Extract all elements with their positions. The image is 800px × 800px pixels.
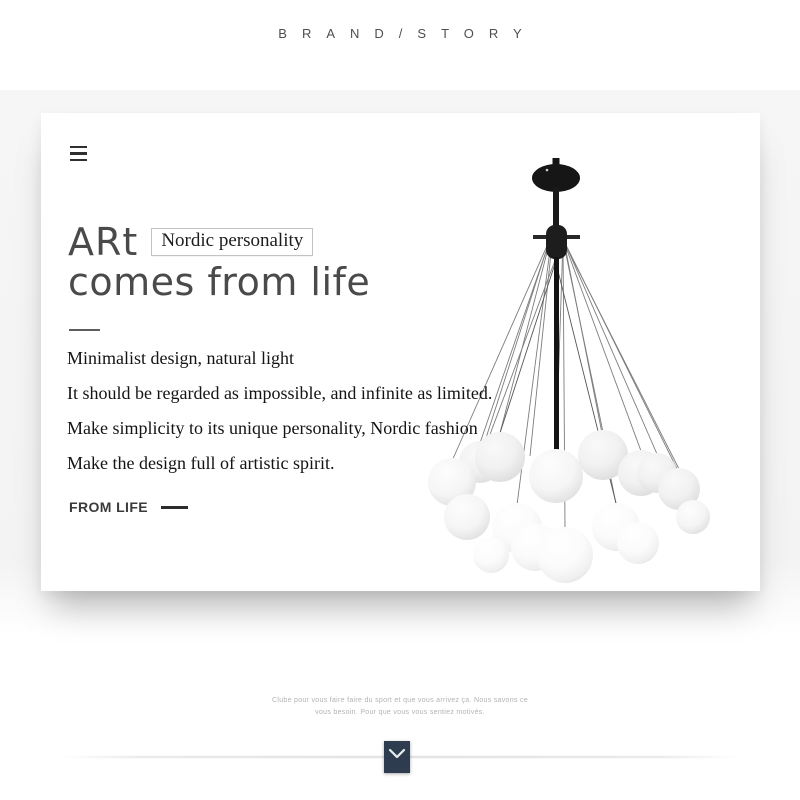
heading-comes-from-life: comes from life	[68, 260, 371, 304]
footer-caption-line1: Clube pour vous faire faire du sport et que vous arrivez ça. Nous savons ce	[272, 697, 528, 704]
hamburger-icon	[70, 159, 87, 161]
nordic-personality-badge: Nordic personality	[151, 228, 313, 256]
tagline-block	[67, 341, 492, 481]
tagline-line: Minimalist design, natural light	[67, 348, 294, 368]
footer-caption	[0, 695, 800, 719]
chandelier-stem	[554, 257, 559, 455]
hamburger-icon	[70, 152, 87, 154]
brand-story-heading: BRAND/STORY	[278, 26, 537, 41]
heading-underline	[69, 329, 100, 331]
menu-button[interactable]	[70, 146, 87, 161]
from-life-row	[69, 499, 188, 515]
footer-caption-line2: vous besoin. Pour que vous vous sentiez motivés.	[315, 709, 485, 716]
tagline-line: Make simplicity to its unique personality, Nordic fashion	[67, 418, 478, 438]
hamburger-icon	[70, 146, 87, 148]
brand-story-card	[41, 113, 760, 591]
tagline-line: It should be regarded as impossible, and infinite as limited.	[67, 383, 493, 403]
chevron-down-icon	[388, 748, 406, 760]
heading-art: ARt	[68, 220, 139, 264]
chandelier-canopy	[532, 158, 580, 192]
from-life-dash	[161, 506, 188, 509]
chandelier-hub	[533, 225, 580, 259]
chandelier-rod	[553, 187, 559, 229]
from-life-label: FROM LIFE	[69, 499, 149, 515]
tagline-line: Make the design full of artistic spirit.	[67, 453, 335, 473]
scroll-down-button[interactable]	[384, 741, 410, 773]
